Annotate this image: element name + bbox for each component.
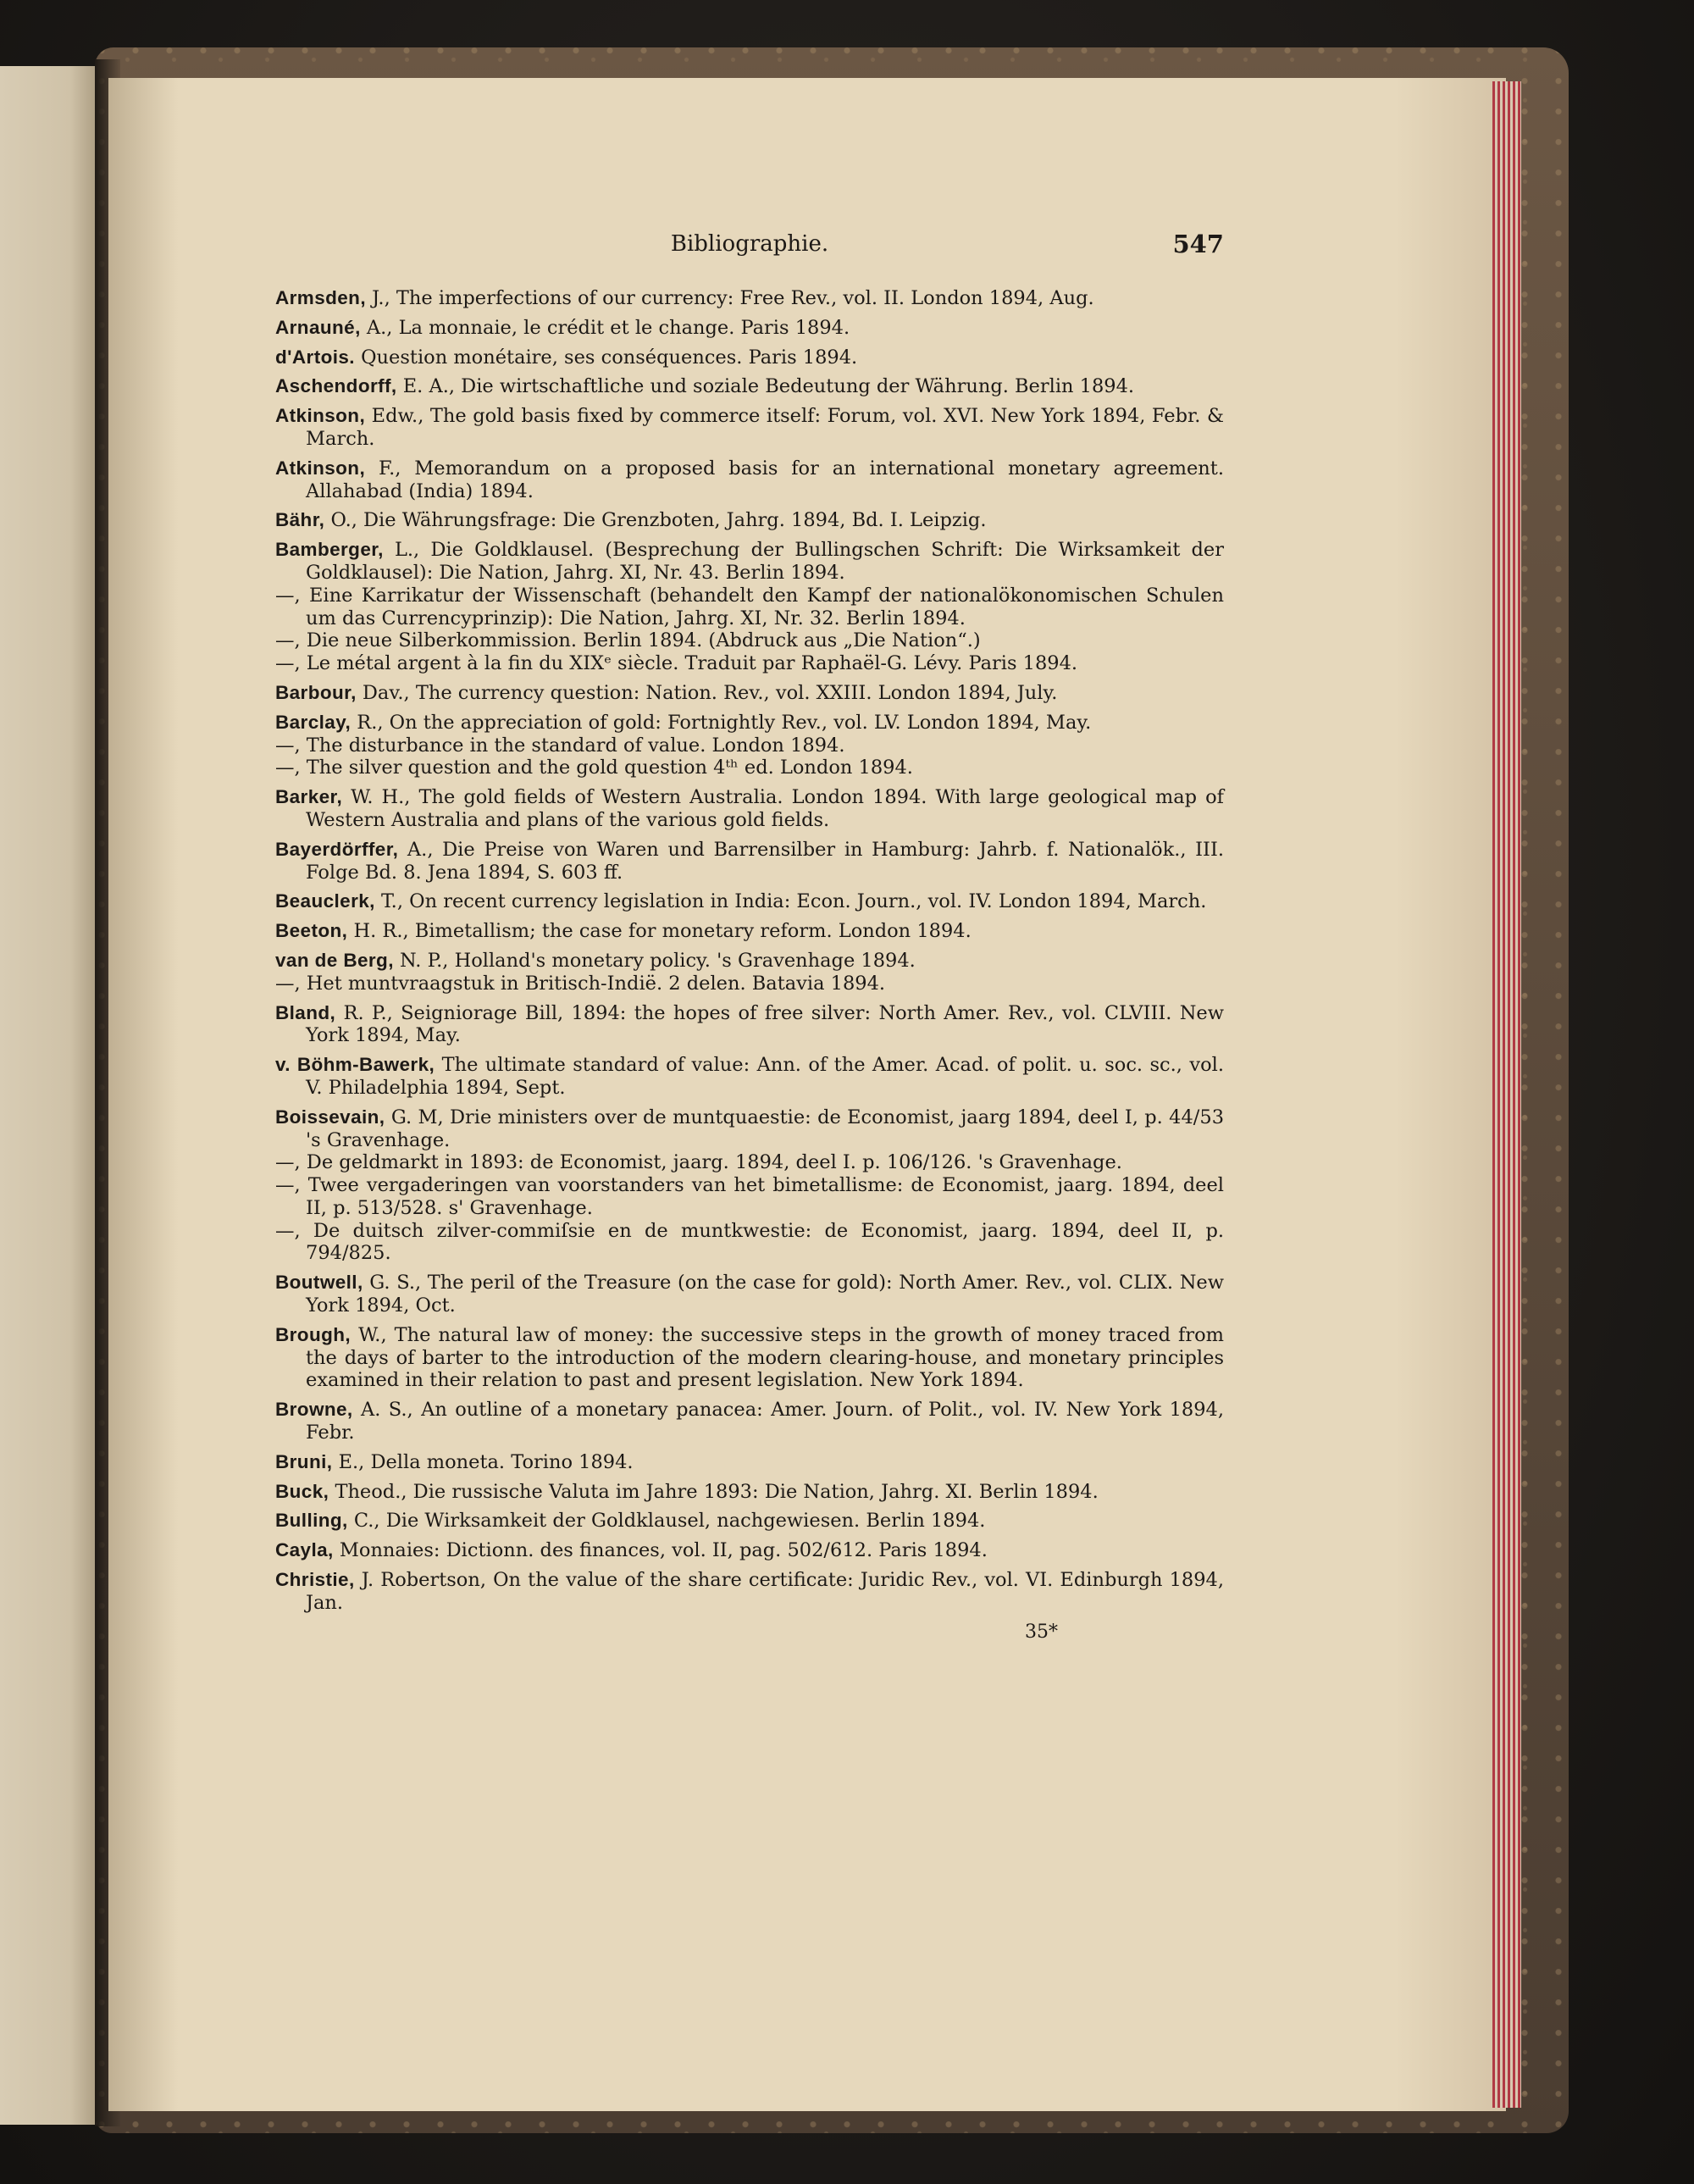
entry-text: —, De duitsch zilver-commiſsie en de muntkwestie: de Economist, jaarg. 1894, deel II, p. 794/825.	[275, 1219, 1224, 1265]
bibliography-entry	[275, 1054, 1224, 1100]
entry-author: Boutwell,	[275, 1272, 363, 1294]
bibliography-list	[275, 287, 1224, 1615]
page-number: 547	[1172, 230, 1224, 258]
entry-text: J. Robertson, On the value of the share certificate: Juridic Rev., vol. VI. Edinburgh 1894, Jan.	[306, 1569, 1225, 1614]
bibliography-entry	[275, 1272, 1224, 1317]
entry-text: T., On recent currency legislation in India: Econ. Journ., vol. IV. London 1894, March.	[380, 890, 1207, 913]
entry-text: H. R., Bimetallism; the case for monetary reform. London 1894.	[353, 920, 972, 943]
entry-text: J., The imperfections of our currency: Free Rev., vol. II. London 1894, Aug.	[372, 287, 1094, 309]
running-head	[275, 224, 1224, 263]
entry-author: Bamberger,	[275, 539, 384, 561]
entry-text: G. M, Drie ministers over de muntquaestie: de Economist, jaarg 1894, deel I, p. 44/53 's Gravenhage.	[306, 1106, 1225, 1151]
entry-text: O., Die Währungsfrage: Die Grenzboten, Jahrg. 1894, Bd. I. Leipzig.	[330, 509, 987, 532]
left-page-edge	[0, 66, 100, 2125]
bibliography-entry	[275, 949, 1224, 973]
bibliography-entry	[275, 1001, 1224, 1048]
entry-author: Arnauné,	[275, 316, 361, 338]
entry-text: N. P., Holland's monetary policy. 's Gravenhage 1894.	[400, 949, 916, 972]
entry-author: Bähr,	[275, 509, 325, 531]
entry-author: v. Böhm-Bawerk,	[275, 1054, 435, 1076]
bibliography-entry	[275, 1450, 1224, 1474]
entry-text: L., Die Goldklausel. (Besprechung der Bullingschen Schrift: Die Wirksamkeit der Goldklausel): Die Nation, Jahrg. XI, Nr. 43. Berlin 1894.	[306, 539, 1224, 584]
bibliography-entry	[275, 1151, 1224, 1174]
entry-author: Christie,	[275, 1569, 355, 1591]
entry-text: —, Die neue Silberkommission. Berlin 1894. (Abdruck aus „Die Nation“.)	[275, 629, 981, 652]
entry-text: Monnaies: Dictionn. des finances, vol. II, pag. 502/612. Paris 1894.	[339, 1539, 988, 1562]
entry-author: Cayla,	[275, 1539, 334, 1561]
entry-text: C., Die Wirksamkeit der Goldklausel, nachgewiesen. Berlin 1894.	[353, 1510, 986, 1533]
entry-text: W., The natural law of money: the successive steps in the growth of money traced from the days of barter to the introduction of the modern clearing-house, and monetary principles examined in their relation to past and present legislation. New York 1894.	[306, 1323, 1224, 1392]
entry-text: Dav., The currency question: Nation. Rev., vol. XXIII. London 1894, July.	[362, 681, 1058, 704]
bibliography-entry	[275, 734, 1224, 757]
bibliography-entry	[275, 1219, 1224, 1266]
bibliography-entry	[275, 1399, 1225, 1444]
running-title: Bibliographie.	[670, 231, 829, 257]
entry-text: E. A., Die wirtschaftliche und soziale Bedeutung der Währung. Berlin 1894.	[402, 375, 1135, 398]
bibliography-entry	[275, 316, 1224, 340]
signature-mark: 35*	[1025, 1621, 1058, 1643]
entry-author: Boissevain,	[275, 1106, 385, 1128]
bibliography-entry	[275, 786, 1224, 832]
bibliography-entry	[275, 972, 1224, 995]
entry-text: Question monétaire, ses conséquences. Paris 1894.	[361, 346, 858, 369]
entry-author: d'Artois.	[275, 346, 355, 368]
bibliography-entry	[275, 920, 1224, 943]
entry-author: Atkinson,	[275, 405, 366, 427]
entry-author: Barclay,	[275, 711, 352, 733]
entry-author: Atkinson,	[275, 457, 366, 479]
entry-text: —, The disturbance in the standard of value. London 1894.	[275, 734, 845, 757]
bibliography-entry	[275, 457, 1224, 503]
bibliography-entry	[275, 539, 1224, 585]
entry-text: —, Eine Karrikatur der Wissenschaft (behandelt den Kampf der nationalökonomischen Schulen um das Currencyprinzip): Die Nation, Jahrg. XI, Nr. 32. Berlin 1894.	[275, 584, 1224, 629]
entry-author: Buck,	[275, 1480, 329, 1502]
bibliography-entry	[275, 629, 1224, 652]
entry-text: A., Die Preise von Waren und Barrensilber in Hamburg: Jahrb. f. Nationalök., III. Folge Bd. 8. Jena 1894, S. 603 ff.	[306, 838, 1224, 884]
entry-text: E., Della moneta. Torino 1894.	[338, 1450, 634, 1473]
bibliography-entry	[275, 757, 1224, 779]
bibliography-entry	[275, 1539, 1224, 1562]
entry-text: Theod., Die russische Valuta im Jahre 1893: Die Nation, Jahrg. XI. Berlin 1894.	[335, 1480, 1099, 1503]
entry-author: Beauclerk,	[275, 890, 375, 912]
entry-author: Armsden,	[275, 287, 366, 308]
entry-text: Edw., The gold basis fixed by commerce itself: Forum, vol. XVI. New York 1894, Febr. & March.	[306, 405, 1224, 450]
bibliography-entry	[275, 346, 1224, 369]
bibliography-entry	[275, 1174, 1224, 1220]
bibliography-entry	[275, 375, 1224, 398]
bibliography-entry	[275, 838, 1224, 884]
bibliography-entry	[275, 652, 1224, 675]
entry-text: R. P., Seigniorage Bill, 1894: the hopes of free silver: North Amer. Rev., vol. CLVIII. New York 1894, May.	[306, 1001, 1224, 1047]
entry-text: A., La monnaie, le crédit et le change. Paris 1894.	[366, 316, 850, 339]
entry-author: Brough,	[275, 1323, 352, 1345]
bibliography-entry	[275, 405, 1224, 451]
entry-author: Bulling,	[275, 1510, 348, 1532]
entry-text: —, Het muntvraagstuk in Britisch-Indië. 2 delen. Batavia 1894.	[275, 972, 886, 995]
bibliography-entry	[275, 1480, 1224, 1504]
entry-author: Aschendorff,	[275, 375, 397, 397]
bibliography-entry	[275, 681, 1224, 705]
entry-text: —, De geldmarkt in 1893: de Economist, jaarg. 1894, deel I. p. 106/126. 's Gravenhage.	[275, 1151, 1122, 1174]
page-fore-edge	[1492, 81, 1521, 2108]
entry-author: van de Berg,	[275, 949, 394, 971]
bibliography-entry	[275, 1106, 1225, 1152]
entry-text: —, Le métal argent à la fin du XIXᵉ siècle. Traduit par Raphaël-G. Lévy. Paris 1894.	[275, 652, 1078, 675]
bibliography-entry	[275, 509, 1224, 532]
bibliography-entry	[275, 1510, 1224, 1533]
entry-author: Browne,	[275, 1399, 353, 1421]
bibliography-entry	[275, 1323, 1224, 1392]
bibliography-entry	[275, 890, 1224, 913]
entry-author: Bruni,	[275, 1450, 333, 1472]
entry-text: A. S., An outline of a monetary panacea: Amer. Journ. of Polit., vol. IV. New York 1894, Febr.	[306, 1399, 1225, 1444]
entry-text: —, Twee vergaderingen van voorstanders van het bimetallisme: de Economist, jaarg. 1894, deel II, p. 513/528. s' Gravenhage.	[275, 1174, 1224, 1219]
bibliography-entry	[275, 287, 1224, 310]
entry-text: W. H., The gold fields of Western Australia. London 1894. With large geological map of Western Australia and plans of the various gold fields.	[306, 786, 1224, 831]
entry-author: Beeton,	[275, 920, 348, 942]
entry-text: F., Memorandum on a proposed basis for an international monetary agreement. Allahabad (India) 1894.	[306, 457, 1224, 502]
entry-author: Bayerdörffer,	[275, 838, 399, 860]
entry-text: R., On the appreciation of gold: Fortnightly Rev., vol. LV. London 1894, May.	[357, 711, 1092, 734]
entry-text: —, The silver question and the gold question 4ᵗʰ ed. London 1894.	[275, 757, 913, 779]
text-block	[275, 224, 1224, 1644]
entry-text: The ultimate standard of value: Ann. of the Amer. Acad. of polit. u. soc. sc., vol. V. Philadelphia 1894, Sept.	[306, 1054, 1224, 1099]
entry-author: Bland,	[275, 1001, 336, 1023]
entry-author: Barker,	[275, 786, 343, 808]
bibliography-entry	[275, 584, 1224, 630]
entry-text: G. S., The peril of the Treasure (on the case for gold): North Amer. Rev., vol. CLIX. New York 1894, Oct.	[306, 1272, 1224, 1317]
bibliography-entry	[275, 711, 1224, 734]
bibliography-entry	[275, 1569, 1225, 1615]
entry-author: Barbour,	[275, 681, 357, 703]
